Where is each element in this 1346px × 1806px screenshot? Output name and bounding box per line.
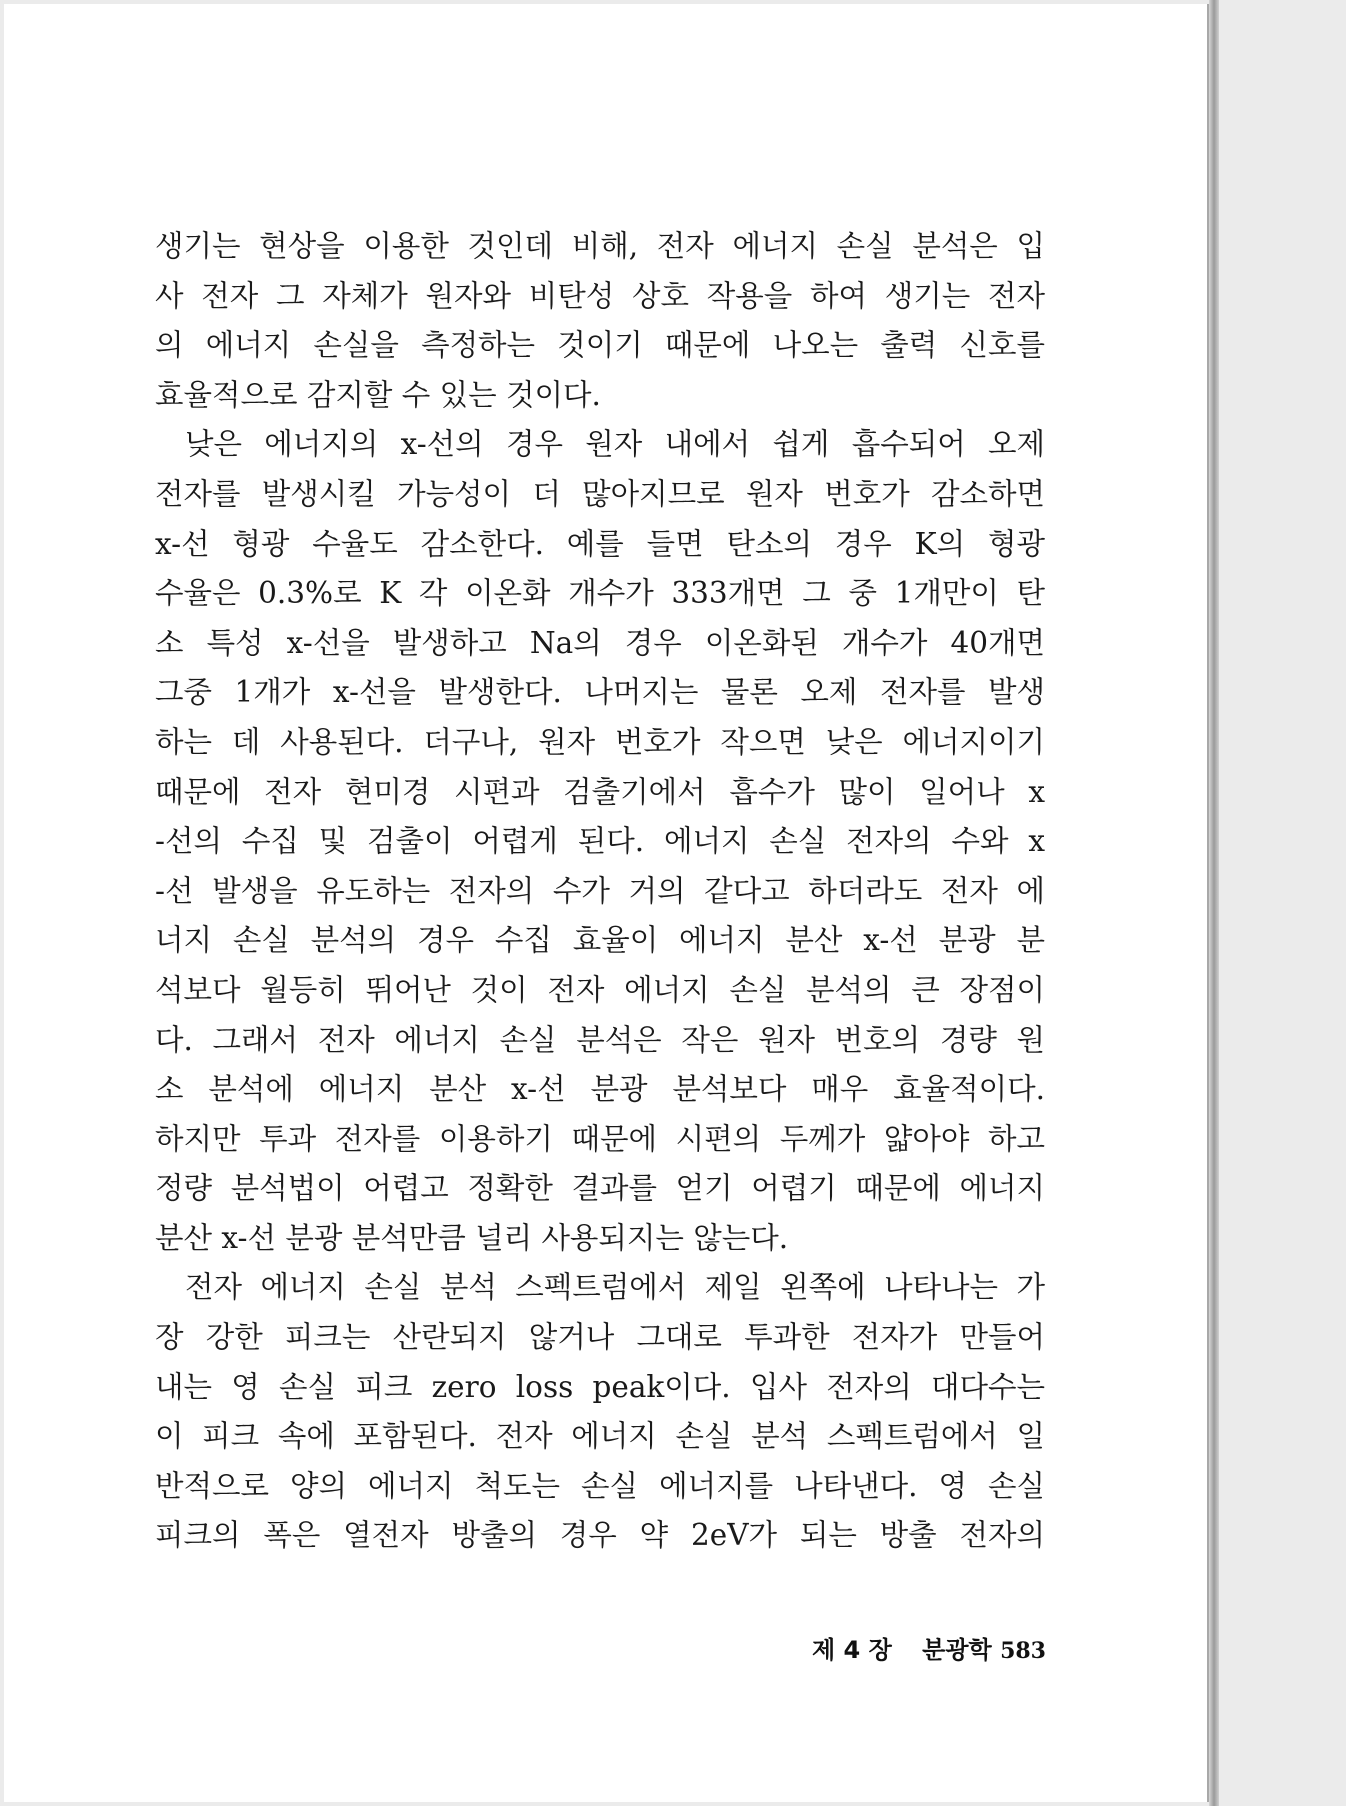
chapter-title: 분광학 <box>922 1636 992 1664</box>
text-line: 정량 분석법이 어렵고 정확한 결과를 얻기 어렵기 때문에 에너지 <box>155 1171 1045 1206</box>
text-line: 장 강한 피크는 산란되지 않거나 그대로 투과한 전자가 만들어 <box>155 1320 1045 1355</box>
text-line: 내는 영 손실 피크 zero loss peak이다. 입사 전자의 대다수는 <box>155 1369 1045 1404</box>
text-line: 하지만 투과 전자를 이용하기 때문에 시편의 두께가 얇아야 하고 <box>155 1121 1045 1156</box>
text-line: 석보다 월등히 뛰어난 것이 전자 에너지 손실 분석의 큰 장점이 <box>155 972 1045 1007</box>
text-line: 수율은 0.3%로 K 각 이온화 개수가 333개면 그 중 1개만이 탄 <box>155 576 1045 611</box>
text-line: 하는 데 사용된다. 더구나, 원자 번호가 작으면 낮은 에너지이기 <box>155 724 1045 759</box>
text-line: 생기는 현상을 이용한 것인데 비해, 전자 에너지 손실 분석은 입 <box>155 229 1045 263</box>
text-line: 그중 1개가 x-선을 발생한다. 나머지는 물론 오제 전자를 발생 <box>155 675 1045 710</box>
text-line: -선 발생을 유도하는 전자의 수가 거의 같다고 하더라도 전자 에 <box>155 873 1045 908</box>
text-line: 다. 그래서 전자 에너지 손실 분석은 작은 원자 번호의 경량 원 <box>155 1022 1045 1057</box>
text-line: 전자를 발생시킬 가능성이 더 많아지므로 원자 번호가 감소하면 <box>155 476 1045 511</box>
page-footer <box>794 1630 1046 1665</box>
page-edge <box>1209 0 1219 1806</box>
body-text <box>155 222 1045 1561</box>
text-line: x-선 형광 수율도 감소한다. 예를 들면 탄소의 경우 K의 형광 <box>155 526 1045 561</box>
text-line: 소 특성 x-선을 발생하고 Na의 경우 이온화된 개수가 40개면 <box>155 625 1045 660</box>
chapter-label: 제 4 장 <box>812 1636 892 1664</box>
text-line: 소 분석에 에너지 분산 x-선 분광 분석보다 매우 효율적이다. <box>155 1072 1045 1107</box>
text-line: 너지 손실 분석의 경우 수집 효율이 에너지 분산 x-선 분광 분 <box>155 923 1045 958</box>
text-line: 사 전자 그 자체가 원자와 비탄성 상호 작용을 하여 생기는 전자 <box>155 278 1045 313</box>
text-line: 전자 에너지 손실 분석 스펙트럼에서 제일 왼쪽에 나타나는 가 <box>185 1270 1045 1305</box>
text-line: 이 피크 속에 포함된다. 전자 에너지 손실 분석 스펙트럼에서 일 <box>155 1419 1045 1454</box>
text-line: 분산 x-선 분광 분석만큼 널리 사용되지는 않는다. <box>155 1220 789 1255</box>
text-line: 피크의 폭은 열전자 방출의 경우 약 2eV가 되는 방출 전자의 <box>155 1518 1045 1553</box>
text-line: 반적으로 양의 에너지 척도는 손실 에너지를 나타낸다. 영 손실 <box>155 1468 1045 1503</box>
text-line: 의 에너지 손실을 측정하는 것이기 때문에 나오는 출력 신호를 <box>155 328 1045 363</box>
text-line: -선의 수집 및 검출이 어렵게 된다. 에너지 손실 전자의 수와 x <box>155 824 1045 859</box>
book-page <box>4 4 1209 1802</box>
text-line: 낮은 에너지의 x-선의 경우 원자 내에서 쉽게 흡수되어 오제 <box>185 427 1045 462</box>
page-number: 583 <box>1000 1638 1046 1664</box>
text-line: 때문에 전자 현미경 시편과 검출기에서 흡수가 많이 일어나 x <box>155 774 1045 809</box>
text-line: 효율적으로 감지할 수 있는 것이다. <box>155 377 601 412</box>
